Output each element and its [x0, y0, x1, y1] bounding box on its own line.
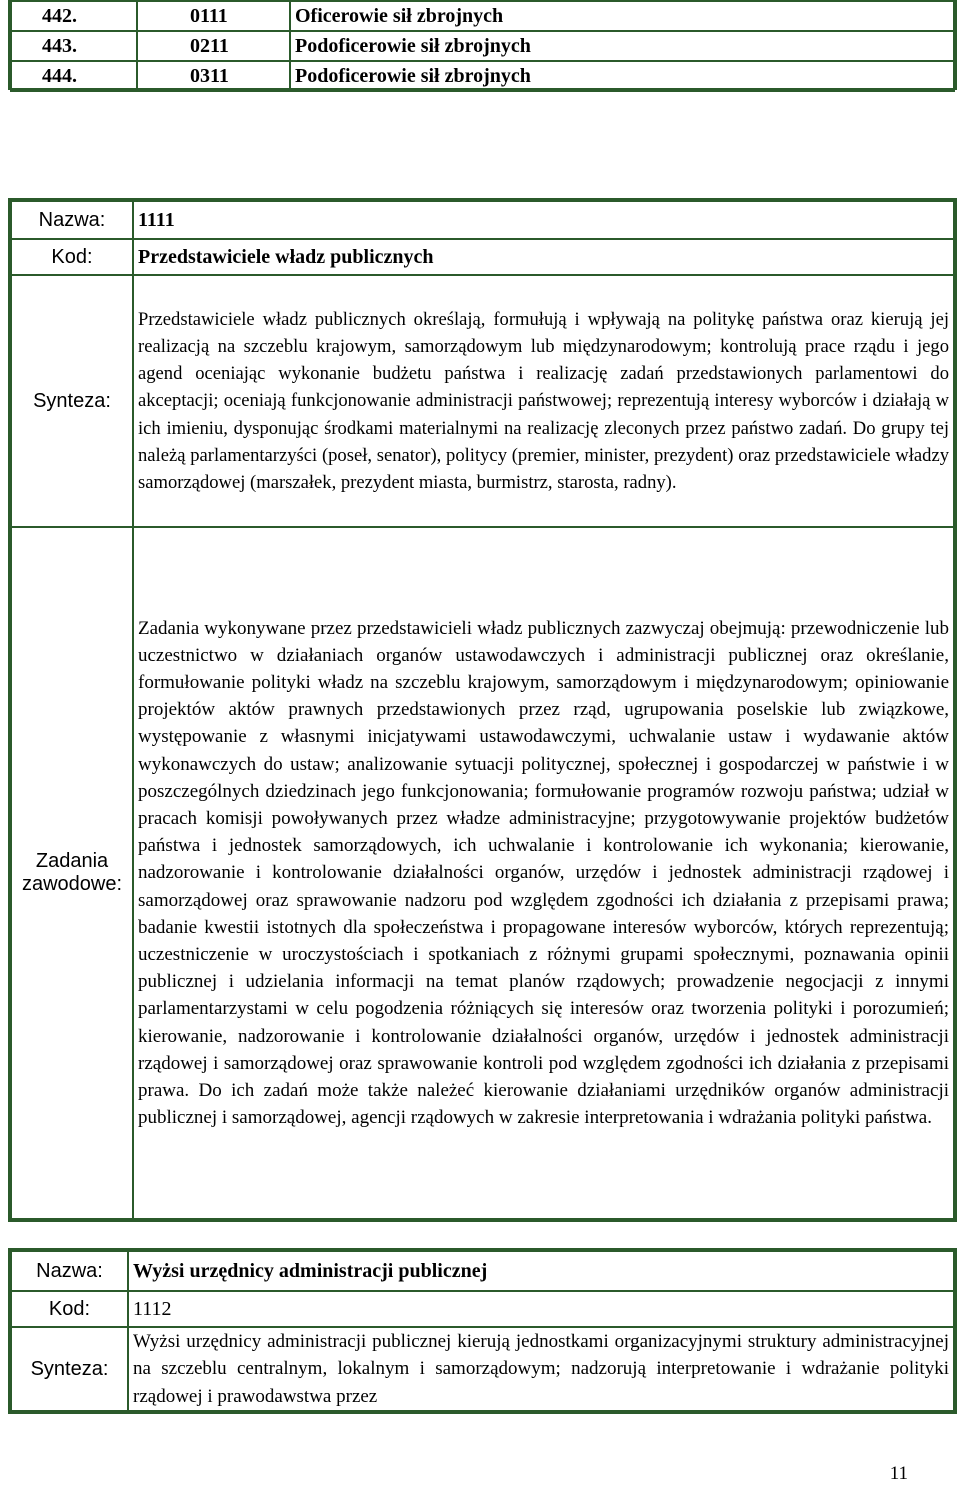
synteza-text: Wyżsi urzędnicy administracji publicznej kierują jednostkami organizacyjnymi struktury administracyjnej na szczeblu centralnym, lokalnym i samorządowym; nadzorują interpretowanie i wdrażanie polityki rządowej i prawodawstwa przez	[128, 1327, 954, 1411]
occupation-entry-1111	[8, 198, 957, 1222]
occupation-entry-1112	[8, 1248, 957, 1414]
item-code: 0111	[137, 2, 290, 31]
kod-row	[11, 239, 954, 275]
nazwa-value: Wyżsi urzędnicy administracji publicznej	[128, 1251, 954, 1291]
zadania-label-line2: zawodowe:	[21, 873, 123, 895]
synteza-label: Synteza:	[11, 275, 133, 527]
item-code: 0211	[137, 31, 290, 61]
item-name: Podoficerowie sił zbrojnych	[290, 31, 954, 61]
nazwa-row	[11, 201, 954, 239]
zadania-text: Zadania wykonywane przez przedstawicieli władz publicznych zazwyczaj obejmują: przewodniczenie lub uczestnictwo w działaniach organów ustawodawczych i administracji publicznej oraz określanie, formułowanie polityki władz na szczeblu krajowym, samorządowym i międzynarodowym; opiniowanie projektów aktów prawnych przedstawionych przez rząd, ugrupowania poselskie lub związkowe, występowanie z własnymi inicjatywami ustawodawczymi, uchwalanie ustaw i wydawanie aktów wykonawczych do ustaw; analizowanie sytuacji politycznej, społecznej i gospodarczej w państwie i w poszczególnych dziedzinach jego funkcjonowania; formułowanie programów rozwoju państwa; udział w pracach komisji powoływanych przez władze administracyjne; przygotowywanie projektów budżetów państwa i jednostek samorządowych, ich uchwalanie i kontrolowanie ich wykonania; kierowanie, nadzorowanie i kontrolowanie działalności organów, urzędów i jednostek administracji rządowej i samorządowej oraz sprawowanie nadzoru pod względem zgodności ich działania z przepisami prawa; badanie kwestii istotnych dla społeczeństwa i propagowane interesów wyborców, których reprezentują; uczestniczenie w uroczystościach i spotkaniach z różnymi grupami społecznymi, poznawania opinii publicznej i udzielania informacji na temat planów rządowych; prowadzenie negocjacji z innymi parlamentarzystami w celu pogodzenia różniących się interesów oraz tworzenia polityki i porozumień; kierowanie, nadzorowanie i kontrolowanie działalności organów, urzędów i jednostek administracji rządowej i samorządowej oraz sprawowanie kontroli pod względem zgodności ich działania z przepisami prawa. Do ich zadań może także należeć kierowanie działaniami urzędników organów administracji publicznej i samorządowej, agencji rządowych w zakresie interpretowania i wdrażania polityki państwa.	[133, 527, 954, 1219]
item-number: 444.	[11, 61, 137, 91]
kod-label: Kod:	[11, 239, 133, 275]
item-name: Oficerowie sił zbrojnych	[290, 2, 954, 31]
kod-row	[11, 1291, 954, 1327]
nazwa-row	[11, 1251, 954, 1291]
kod-label: Kod:	[11, 1291, 128, 1327]
list-item	[11, 61, 954, 91]
item-number: 443.	[11, 31, 137, 61]
synteza-text: Przedstawiciele władz publicznych określają, formułują i wpływają na politykę państwa oraz kierują jej realizacją na szczeblu krajowym, samorządowym lub międzynarodowym; kontrolują prace rządu i jego agend oceniając wykonanie budżetu państwa i realizację zadań przedstawionych parlamentowi do akceptacji; oceniają funkcjonowanie administracji państwowej; reprezentują interesy wyborców i działają w ich imieniu, dysponując środkami materialnymi na realizację zleconych przez państwo zadań. Do grupy tej należą parlamentarzyści (poseł, senator), politycy (premier, minister, prezydent) oraz przedstawiciele władzy samorządowej (marszałek, prezydent miasta, burmistrz, starosta, radny).	[133, 275, 954, 527]
kod-value: 1112	[128, 1291, 954, 1327]
nazwa-value: 1111	[133, 201, 954, 239]
zadania-label-line1: Zadania	[35, 850, 109, 872]
synteza-row	[11, 1327, 954, 1411]
list-item	[11, 2, 954, 31]
item-code: 0311	[137, 61, 290, 91]
page-number: 11	[889, 1463, 908, 1484]
zadania-row	[11, 527, 954, 1219]
item-number: 442.	[11, 2, 137, 31]
kod-value: Przedstawiciele władz publicznych	[133, 239, 954, 275]
synteza-label: Synteza:	[11, 1327, 128, 1411]
item-name: Podoficerowie sił zbrojnych	[290, 61, 954, 91]
nazwa-label: Nazwa:	[11, 1251, 128, 1291]
synteza-row	[11, 275, 954, 527]
occupation-list	[8, 0, 957, 90]
list-item	[11, 31, 954, 61]
zadania-label	[11, 527, 133, 1219]
nazwa-label: Nazwa:	[11, 201, 133, 239]
